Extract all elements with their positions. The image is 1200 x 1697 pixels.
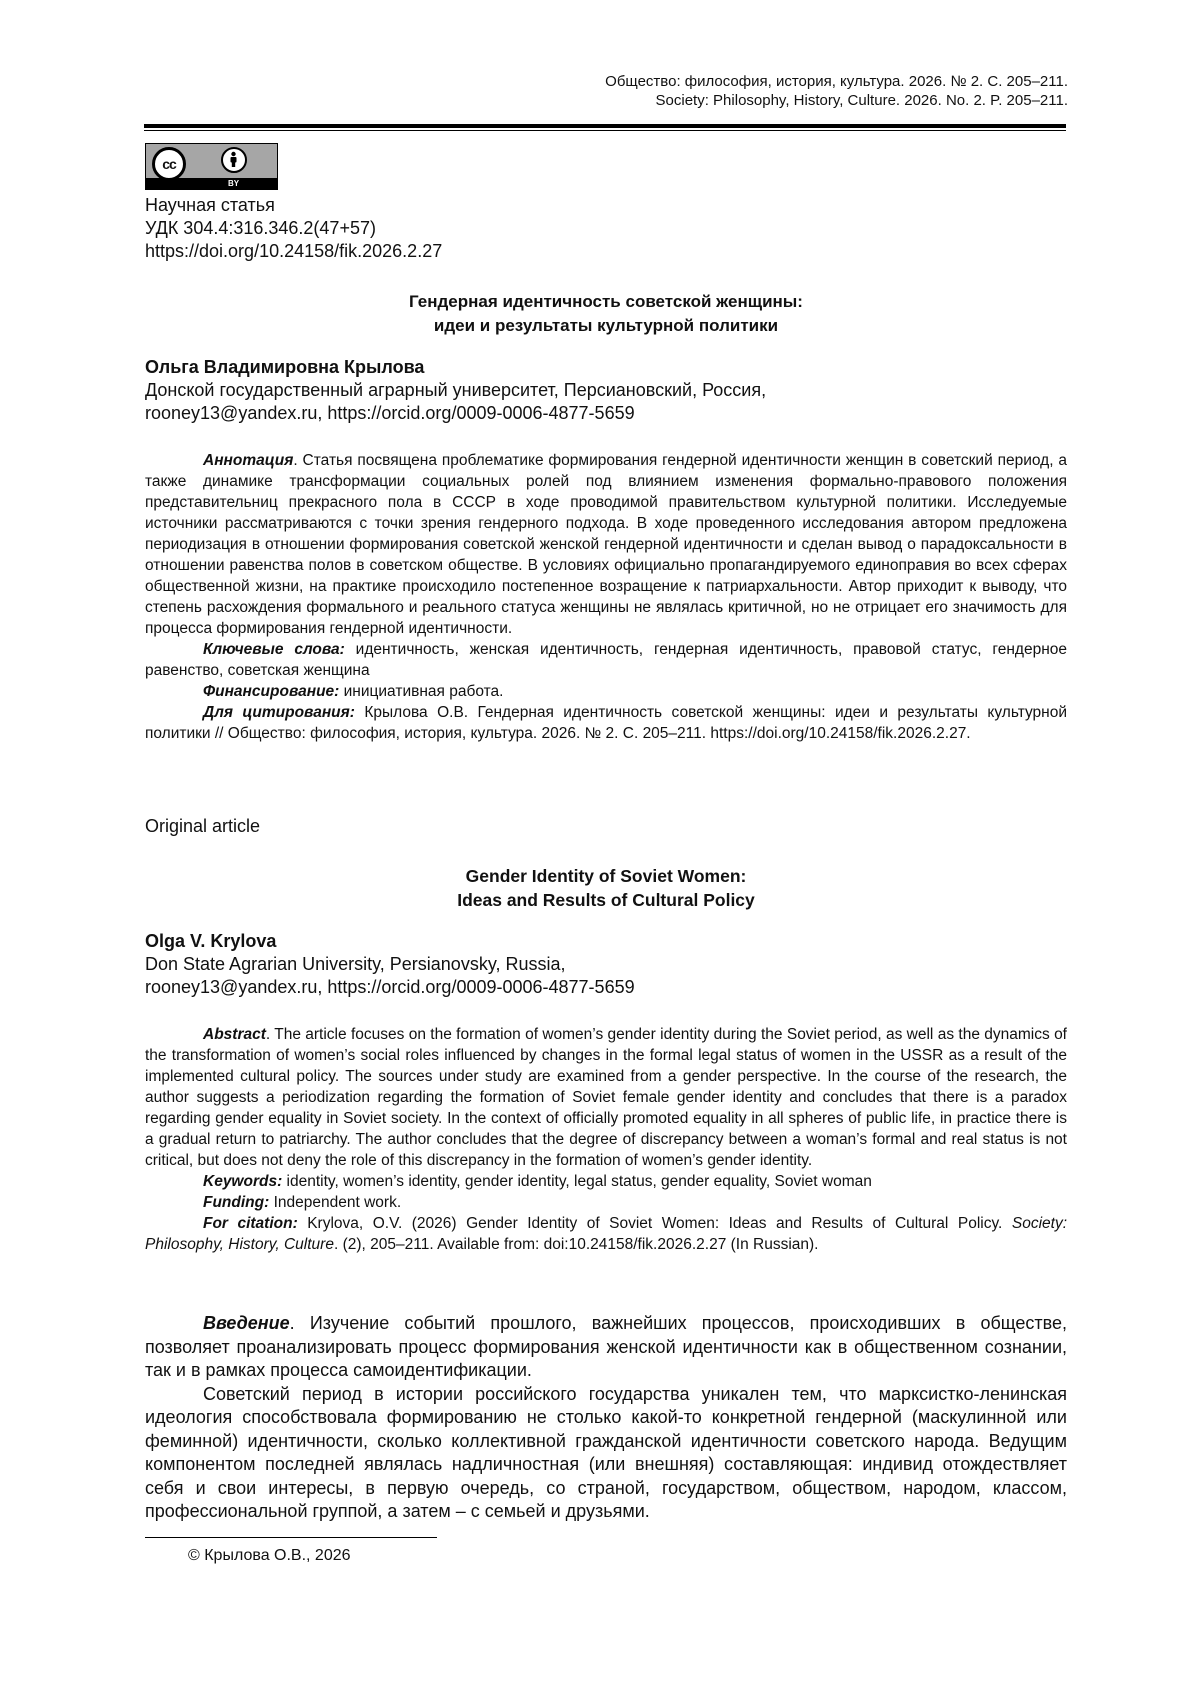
- author-block-ru: [145, 356, 1067, 425]
- abstract-en-text: Abstract. The article focuses on the formation of women’s gender identity during the Soviet period, as well as the dynamics of the transformation of women’s social roles influenced by changes in the formal legal status of women in the USSR as a result of the implemented cultural policy. The sources under study are examined from a gender perspective. In the course of the research, the author suggests a periodization regarding the formation of Soviet female gender identity and concludes that there is a paradox regarding gender equality in Soviet society. In the context of officially promoted equality in all spheres of public life, in practice there is a gradual return to patriarchy. The author concludes that the degree of discrepancy between a woman’s formal and real status is not critical, but does not deny the role of this discrepancy in the formation of women’s gender identity.: [145, 1026, 1067, 1169]
- title-en-line2: Ideas and Results of Cultural Policy: [457, 890, 755, 910]
- title-ru-line1: Гендерная идентичность советской женщины:: [409, 292, 803, 311]
- abstract-en-label: Abstract: [203, 1026, 266, 1043]
- header-rule-thin: [144, 130, 1066, 131]
- footnote-rule: [145, 1537, 437, 1538]
- title-en-line1: Gender Identity of Soviet Women:: [465, 866, 747, 886]
- article-meta: [145, 194, 442, 263]
- running-header: [605, 72, 1068, 110]
- title-ru-line2: идеи и результаты культурной политики: [433, 316, 779, 335]
- author-block-en: [145, 930, 1067, 999]
- doi-link[interactable]: https://doi.org/10.24158/fik.2026.2.27: [145, 241, 443, 261]
- affiliation-en: Don State Agrarian University, Persianovsky, Russia,: [145, 954, 566, 974]
- intro-label: Введение: [203, 1313, 290, 1333]
- header-rule: [144, 124, 1066, 128]
- original-article-label: Original article: [145, 816, 261, 836]
- udc-code: УДК 304.4:316.346.2(47+57): [145, 218, 376, 238]
- copyright-footnote: © Крылова О.В., 2026: [188, 1547, 351, 1564]
- author-name-en: Olga V. Krylova: [145, 931, 277, 951]
- header-line-ru: Общество: философия, история, культура. 2026. № 2. С. 205–211.: [605, 73, 1068, 90]
- contact-en[interactable]: rooney13@yandex.ru, https://orcid.org/0009-0006-4877-5659: [145, 977, 635, 997]
- author-name-ru: Ольга Владимировна Крылова: [145, 357, 425, 377]
- title-en: [145, 864, 1067, 912]
- abstract-ru-label: Аннотация: [203, 452, 294, 469]
- body-paragraph-1: Введение. Изучение событий прошлого, важнейших процессов, происходивших в обществе, позволяет проанализировать процесс формирования женской идентичности как в общественном сознании, так и в рамках процесса самоидентификации.: [145, 1313, 1067, 1380]
- body-paragraph-2: Советский период в истории российского государства уникален тем, что марксистко-ленинская идеология способствовала формированию не столько какой-то конкретной гендерной (маскулинной или феминной) идентичности, сколько коллективной гражданской идентичности советского народа. Ведущим компонентом последней являлась надличностная (или внешняя) составляющая: индивид отождествляет себя и свои интересы, в первую очередь, со страной, государством, обществом, народом, классом, профессиональной группой, а затем – с семьей и друзьями.: [145, 1383, 1067, 1521]
- attribution-icon: [221, 147, 247, 173]
- abstract-ru: [145, 450, 1067, 744]
- affiliation-ru: Донской государственный аграрный университет, Персиановский, Россия,: [145, 380, 767, 400]
- license-strip: [146, 178, 277, 189]
- abstract-en: [145, 1024, 1067, 1255]
- keywords-en: Keywords: identity, women’s identity, gender identity, legal status, gender equality, Soviet woman: [203, 1173, 872, 1190]
- by-label: BY: [228, 179, 240, 188]
- title-ru: [145, 290, 1067, 338]
- abstract-ru-text: Аннотация. Статья посвящена проблематике формирования гендерной идентичности женщин в советский период, а также динамике трансформации социальных ролей под влиянием изменения формально-правового положения представительниц прекрасного пола в СССР в ходе проводимой правительством культурной политики. Исследуемые источники рассматриваются с точки зрения гендерного подхода. В ходе проведенного исследования автором предложена периодизация в отношении формирования советской женской гендерной идентичности и сделан вывод о парадоксальности в отношении равенства полов в советском обществе. В условиях официально пропагандируемого единоправия во всех сферах общественной жизни, на практике происходило постепенное возращение к патриархальности. Автор приходит к выводу, что степень расхождения формального и реального статуса женщины не являлась критичной, но не отрицает его значимость для процесса формирования гендерной идентичности.: [145, 452, 1067, 637]
- cc-by-license-badge: [145, 143, 278, 190]
- keywords-ru: Ключевые слова: идентичность, женская идентичность, гендерная идентичность, правовой статус, гендерное равенство, советская женщина: [145, 641, 1067, 679]
- cc-icon: cc: [152, 147, 186, 181]
- funding-en: Funding: Independent work.: [203, 1194, 402, 1211]
- citation-en: For citation: Krylova, O.V. (2026) Gender Identity of Soviet Women: Ideas and Results of Cultural Policy. Society: Philosophy, History, Culture. (2), 205–211. Available from: doi:10.24158/fik.2026.2.27 (In Russian).: [145, 1215, 1067, 1253]
- body-text: [145, 1312, 1067, 1524]
- contact-ru[interactable]: rooney13@yandex.ru, https://orcid.org/0009-0006-4877-5659: [145, 403, 635, 423]
- header-line-en: Society: Philosophy, History, Culture. 2026. No. 2. P. 205–211.: [655, 92, 1068, 109]
- article-type: Научная статья: [145, 195, 275, 215]
- funding-ru: Финансирование: инициативная работа.: [203, 683, 504, 700]
- citation-ru: Для цитирования: Крылова О.В. Гендерная идентичность советской женщины: идеи и результаты культурной политики // Общество: философия, история, культура. 2026. № 2. С. 205–211. https://doi.org/10.24158/fik.2026.2.27.: [145, 704, 1068, 742]
